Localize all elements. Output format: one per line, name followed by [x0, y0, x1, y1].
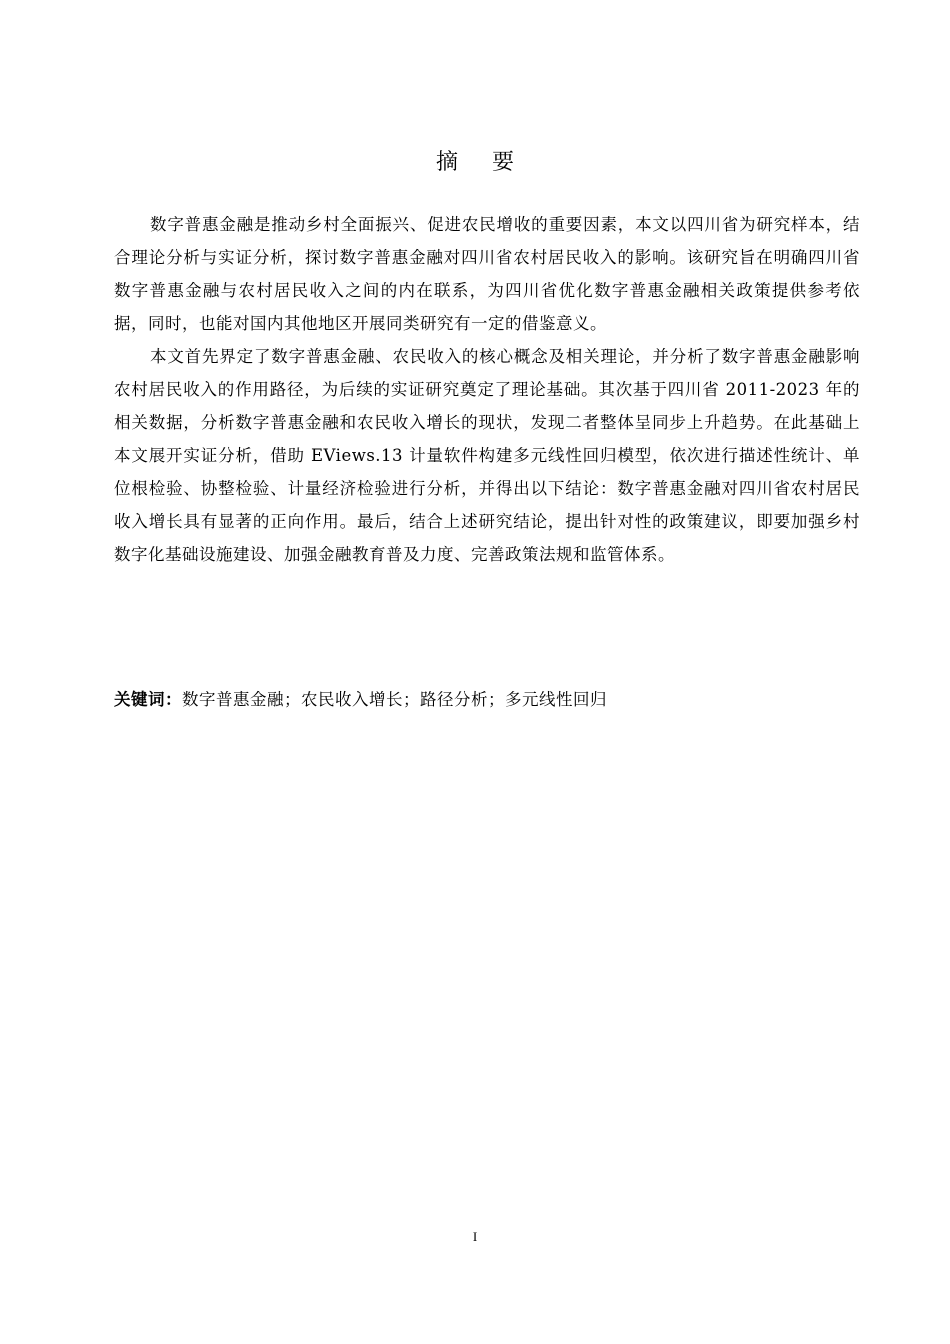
keywords-text: 数字普惠金融；农民收入增长；路径分析；多元线性回归: [182, 690, 607, 709]
keywords-line: [114, 683, 860, 716]
abstract-title: 摘要: [435, 150, 548, 175]
abstract-body: [114, 208, 860, 571]
abstract-paragraph-2: 本文首先界定了数字普惠金融、农民收入的核心概念及相关理论，并分析了数字普惠金融影响农村居民收入的作用路径，为后续的实证研究奠定了理论基础。其次基于四川省 2011-2023 年的相关数据，分析数字普惠金融和农民收入增长的现状，发现二者整体呈同步上升趋势。在此基础上本文展开实证分析，借助 EViews.13 计量软件构建多元线性回归模型，依次进行描述性统计、单位根检验、协整检验、计量经济检验进行分析，并得出以下结论：数字普惠金融对四川省农村居民收入增长具有显著的正向作用。最后，结合上述研究结论，提出针对性的政策建议，即要加强乡村数字化基础设施建设、加强金融教育普及力度、完善政策法规和监管体系。: [114, 347, 860, 564]
keywords-label: 关键词：: [114, 690, 182, 709]
page-number: I: [472, 1229, 478, 1244]
abstract-paragraph-1: 数字普惠金融是推动乡村全面振兴、促进农民增收的重要因素，本文以四川省为研究样本，结合理论分析与实证分析，探讨数字普惠金融对四川省农村居民收入的影响。该研究旨在明确四川省数字普惠金融与农村居民收入之间的内在联系，为四川省优化数字普惠金融相关政策提供参考依据，同时，也能对国内其他地区开展同类研究有一定的借鉴意义。: [114, 215, 860, 333]
